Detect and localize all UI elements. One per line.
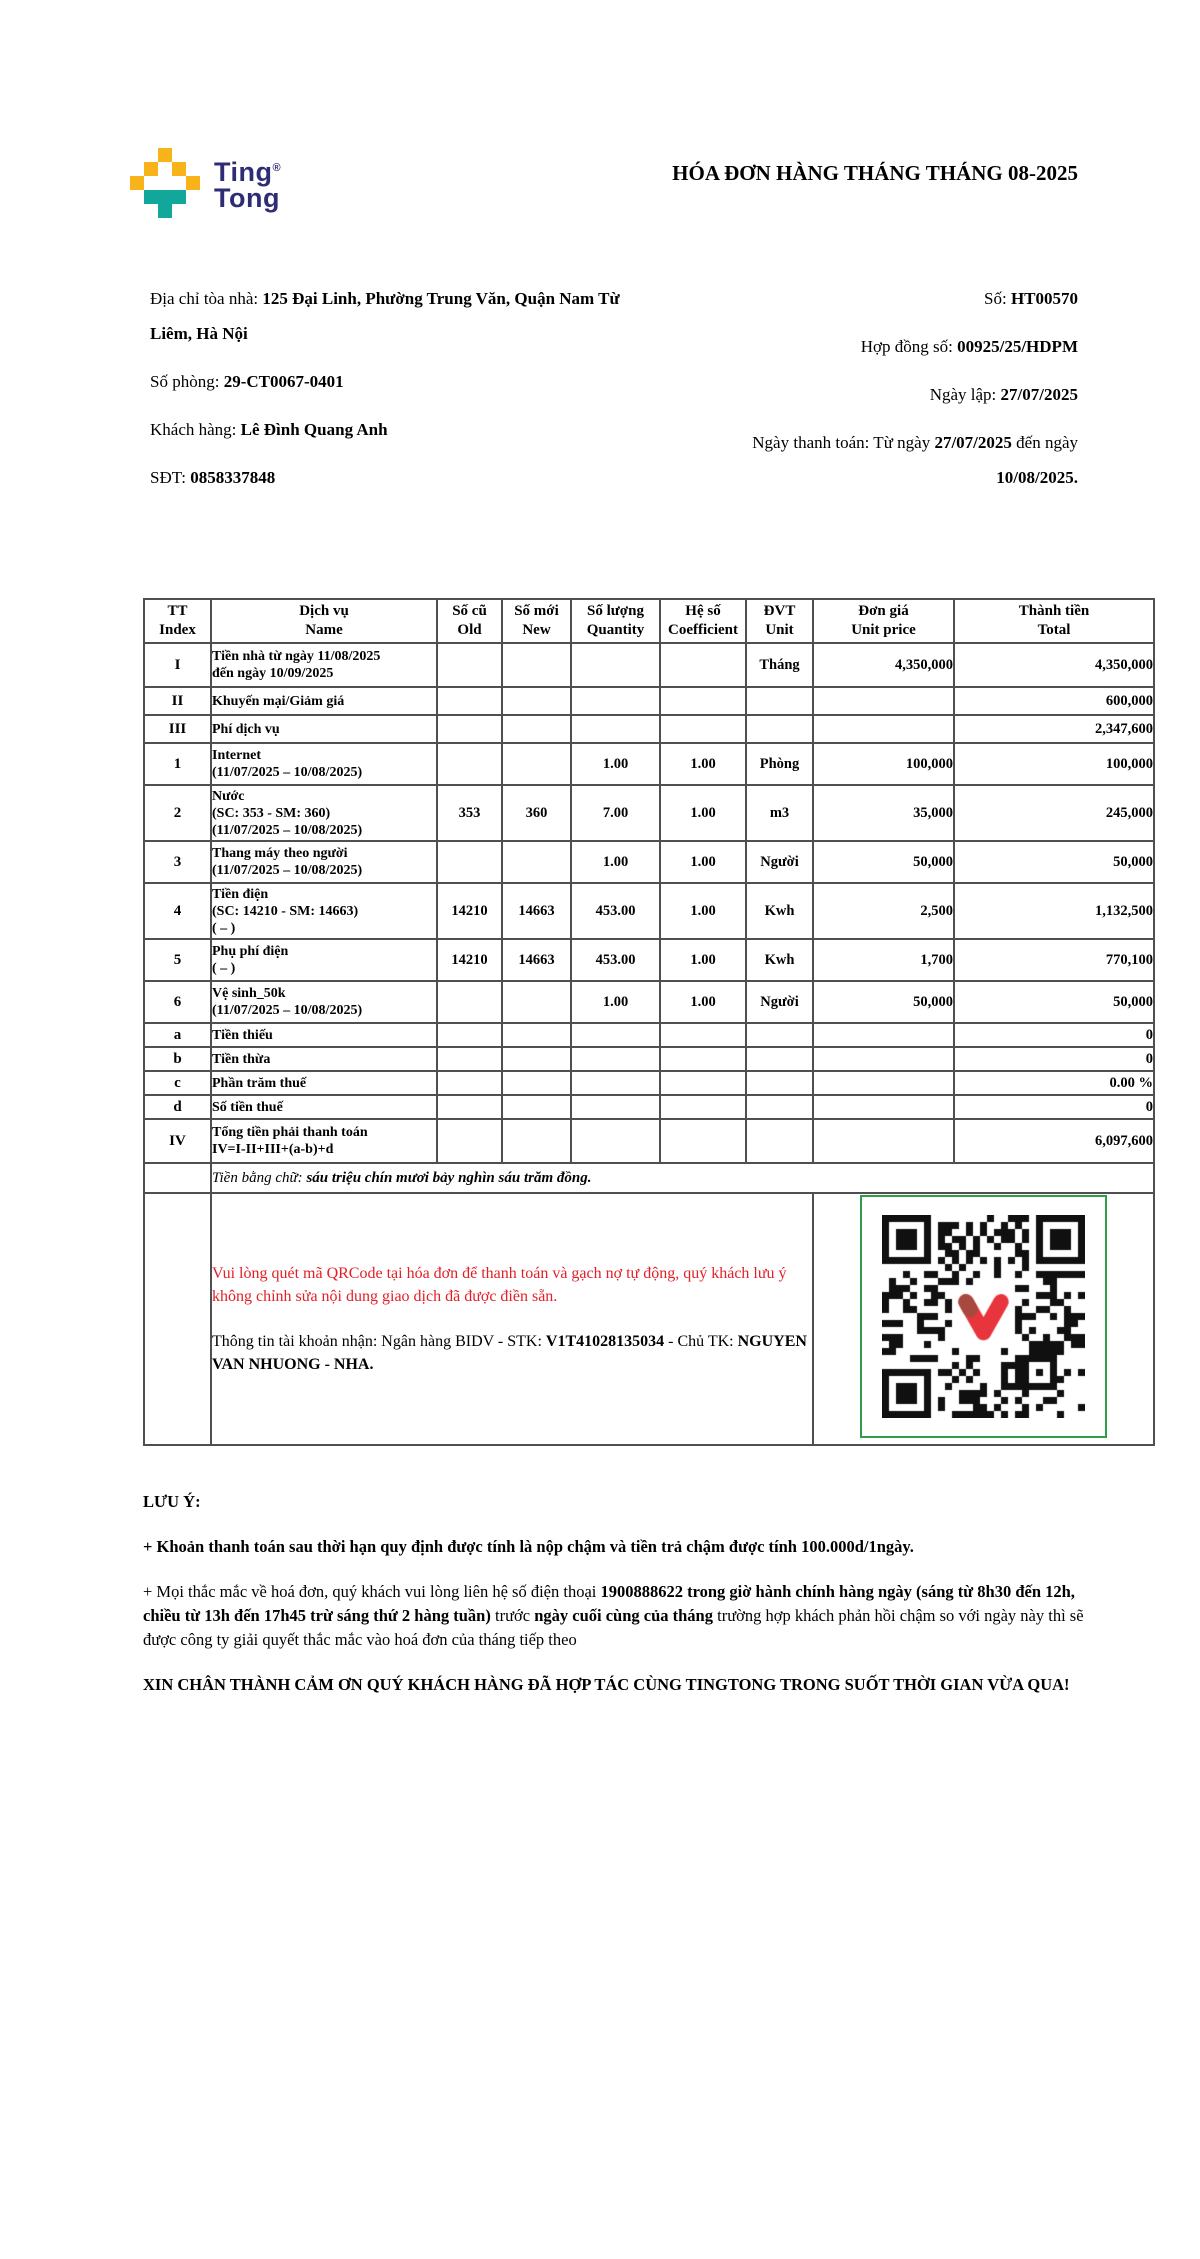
table-cell: I — [144, 643, 211, 687]
table-cell: 1.00 — [571, 841, 660, 883]
table-cell: 245,000 — [954, 785, 1154, 841]
table-cell: 50,000 — [954, 841, 1154, 883]
table-cell: 1,132,500 — [954, 883, 1154, 939]
table-cell — [813, 1119, 954, 1163]
table-cell — [437, 841, 502, 883]
table-row — [144, 643, 1154, 687]
qr-instructions — [211, 1193, 813, 1445]
table-cell: 14210 — [437, 883, 502, 939]
table-cell: 50,000 — [813, 981, 954, 1023]
table-cell: 14210 — [437, 939, 502, 981]
table-cell: Phụ phí điện ( – ) — [211, 939, 437, 981]
table-cell: m3 — [746, 785, 813, 841]
table-cell — [813, 1095, 954, 1119]
table-row — [144, 883, 1154, 939]
table-row — [144, 981, 1154, 1023]
thanks-line: XIN CHÂN THÀNH CẢM ƠN QUÝ KHÁCH HÀNG ĐÃ HỢP TÁC CÙNG TINGTONG TRONG SUỐT THỜI GIAN VỪA QUA! — [143, 1675, 1070, 1694]
table-cell — [660, 643, 746, 687]
table-cell: Internet (11/07/2025 – 10/08/2025) — [211, 743, 437, 785]
table-cell: 1.00 — [571, 743, 660, 785]
table-cell: IV — [144, 1119, 211, 1163]
table-cell: 353 — [437, 785, 502, 841]
table-row — [144, 1119, 1154, 1163]
table-cell: 100,000 — [954, 743, 1154, 785]
table-cell: Tiền thừa — [211, 1047, 437, 1071]
table-row — [144, 1095, 1154, 1119]
table-cell: Số tiền thuế — [211, 1095, 437, 1119]
table-header-cell: TT Index — [144, 599, 211, 643]
table-cell: 1.00 — [660, 939, 746, 981]
table-cell: 50,000 — [954, 981, 1154, 1023]
table-cell — [571, 1095, 660, 1119]
tingtong-logo-icon — [130, 148, 200, 218]
contract-number: Hợp đồng số: 00925/25/HDPM — [860, 337, 1078, 356]
table-cell — [502, 687, 571, 715]
table-header-cell: Số cũ Old — [437, 599, 502, 643]
tingtong-logo-text: Ting® Tong — [214, 157, 282, 213]
table-cell — [746, 1023, 813, 1047]
table-row — [144, 715, 1154, 743]
table-header-cell: Dịch vụ Name — [211, 599, 437, 643]
table-row — [144, 939, 1154, 981]
table-cell — [502, 1071, 571, 1095]
table-row — [144, 785, 1154, 841]
table-cell — [746, 1095, 813, 1119]
table-cell — [746, 1119, 813, 1163]
table-cell: 360 — [502, 785, 571, 841]
table-cell — [437, 715, 502, 743]
table-cell — [437, 1095, 502, 1119]
table-cell: 1.00 — [571, 981, 660, 1023]
table-cell: 2,500 — [813, 883, 954, 939]
qr-cell — [813, 1193, 1154, 1445]
table-cell: 1.00 — [660, 883, 746, 939]
table-row — [144, 1071, 1154, 1095]
table-cell: Nước (SC: 353 - SM: 360) (11/07/2025 – 10/08/2025) — [211, 785, 437, 841]
room-number: Số phòng: 29-CT0067-0401 — [150, 372, 344, 391]
invoice-info-right — [678, 281, 1078, 508]
table-cell — [437, 1119, 502, 1163]
table-cell — [660, 1071, 746, 1095]
table-header-cell: ĐVT Unit — [746, 599, 813, 643]
table-cell: 7.00 — [571, 785, 660, 841]
table-cell: Phần trăm thuế — [211, 1071, 437, 1095]
notes-title: LƯU Ý: — [143, 1492, 201, 1511]
table-cell: Tiền nhà từ ngày 11/08/2025 đến ngày 10/09/2025 — [211, 643, 437, 687]
table-cell — [660, 687, 746, 715]
table-row — [144, 1047, 1154, 1071]
table-cell — [571, 1119, 660, 1163]
table-cell: b — [144, 1047, 211, 1071]
qr-box — [860, 1195, 1107, 1438]
table-cell: 14663 — [502, 883, 571, 939]
amount-in-words-row — [144, 1163, 1154, 1193]
table-cell: 1,700 — [813, 939, 954, 981]
table-cell: 0 — [954, 1023, 1154, 1047]
table-cell — [571, 1071, 660, 1095]
table-cell: 1.00 — [660, 743, 746, 785]
table-cell: 4 — [144, 883, 211, 939]
table-cell: 50,000 — [813, 841, 954, 883]
invoice-table-wrap — [143, 598, 1153, 1446]
invoice-info — [150, 281, 1078, 508]
table-cell: 1.00 — [660, 841, 746, 883]
qr-code — [882, 1215, 1085, 1418]
table-cell — [660, 715, 746, 743]
table-cell — [502, 715, 571, 743]
table-cell: 0 — [954, 1095, 1154, 1119]
table-cell — [437, 1047, 502, 1071]
table-cell — [571, 687, 660, 715]
table-header-cell: Hệ số Coefficient — [660, 599, 746, 643]
invoice-table-header — [144, 599, 1154, 643]
table-cell: 6,097,600 — [954, 1119, 1154, 1163]
table-cell: Người — [746, 841, 813, 883]
note-hotline: + Mọi thắc mắc về hoá đơn, quý khách vui lòng liên hệ số điện thoại 1900888622 trong giờ hành chính hàng ngày (sáng từ 8h30 đến 12h, chiều từ 13h đến 17h45 trừ sáng thứ 2 hàng tuần) trước ngày cuối cùng của tháng trường hợp khách phản hồi chậm so với ngày này thì sẽ được công ty giải quyết thắc mắc vào hoá đơn của tháng tiếp theo — [143, 1582, 1084, 1649]
table-cell — [437, 1071, 502, 1095]
table-cell: 6 — [144, 981, 211, 1023]
table-cell: c — [144, 1071, 211, 1095]
table-cell: 4,350,000 — [813, 643, 954, 687]
table-cell — [571, 1047, 660, 1071]
table-cell — [502, 1023, 571, 1047]
table-cell: 453.00 — [571, 883, 660, 939]
table-header-cell: Đơn giá Unit price — [813, 599, 954, 643]
footer-notes — [143, 1490, 1093, 1718]
table-cell: 3 — [144, 841, 211, 883]
table-cell: d — [144, 1095, 211, 1119]
table-cell — [144, 1163, 211, 1193]
qr-row — [144, 1193, 1154, 1445]
table-cell — [571, 715, 660, 743]
customer-name: Khách hàng: Lê Đình Quang Anh — [150, 420, 388, 439]
table-cell: Người — [746, 981, 813, 1023]
table-cell: 2,347,600 — [954, 715, 1154, 743]
invoice-table-body — [144, 643, 1154, 1445]
table-cell — [437, 743, 502, 785]
table-header-cell: Số mới New — [502, 599, 571, 643]
table-header-cell: Số lượng Quantity — [571, 599, 660, 643]
table-cell — [746, 1047, 813, 1071]
table-cell: 35,000 — [813, 785, 954, 841]
table-cell — [437, 643, 502, 687]
table-cell — [813, 1071, 954, 1095]
table-cell: 1 — [144, 743, 211, 785]
table-header-row — [144, 599, 1154, 643]
table-cell — [813, 715, 954, 743]
table-cell — [660, 1095, 746, 1119]
table-cell — [660, 1047, 746, 1071]
invoice-info-left — [150, 281, 655, 508]
table-cell — [502, 981, 571, 1023]
table-cell: Tiền điện (SC: 14210 - SM: 14663) ( – ) — [211, 883, 437, 939]
table-cell: 600,000 — [954, 687, 1154, 715]
payment-period: Ngày thanh toán: Từ ngày 27/07/2025 đến ngày 10/08/2025. — [752, 433, 1078, 487]
table-cell: Kwh — [746, 939, 813, 981]
amount-in-words: Tiền bằng chữ: sáu triệu chín mươi bảy nghìn sáu trăm đồng. — [211, 1163, 1154, 1193]
table-cell — [502, 841, 571, 883]
table-cell — [437, 1023, 502, 1047]
table-cell: II — [144, 687, 211, 715]
table-cell — [813, 1023, 954, 1047]
table-header-cell: Thành tiền Total — [954, 599, 1154, 643]
table-cell — [502, 1095, 571, 1119]
table-cell: Vệ sinh_50k (11/07/2025 – 10/08/2025) — [211, 981, 437, 1023]
account-info: Thông tin tài khoản nhận: Ngân hàng BIDV - STK: V1T41028135034 - Chủ TK: NGUYEN VAN NHUONG - NHA. — [212, 1333, 807, 1373]
table-cell: a — [144, 1023, 211, 1047]
table-cell: Tổng tiền phải thanh toán IV=I-II+III+(a-b)+d — [211, 1119, 437, 1163]
table-cell: 1.00 — [660, 785, 746, 841]
table-cell — [813, 687, 954, 715]
table-cell — [746, 1071, 813, 1095]
building-address: Địa chỉ tòa nhà: 125 Đại Linh, Phường Trung Văn, Quận Nam Từ Liêm, Hà Nội — [150, 289, 620, 343]
table-cell: 2 — [144, 785, 211, 841]
table-cell: Kwh — [746, 883, 813, 939]
customer-phone: SĐT: 0858337848 — [150, 468, 276, 487]
tingtong-logo — [130, 148, 281, 218]
table-row — [144, 1023, 1154, 1047]
note-late-payment: + Khoản thanh toán sau thời hạn quy định được tính là nộp chậm và tiền trả chậm được tính 100.000d/1ngày. — [143, 1537, 914, 1556]
table-cell: Phòng — [746, 743, 813, 785]
table-cell: Khuyến mại/Giảm giá — [211, 687, 437, 715]
table-cell: Tiền thiếu — [211, 1023, 437, 1047]
table-cell — [660, 1023, 746, 1047]
table-cell — [746, 687, 813, 715]
invoice-number: Số: HT00570 — [984, 289, 1078, 308]
table-cell: 1.00 — [660, 981, 746, 1023]
table-cell — [571, 1023, 660, 1047]
table-cell: 770,100 — [954, 939, 1154, 981]
table-cell — [746, 715, 813, 743]
table-cell — [144, 1193, 211, 1445]
table-cell — [502, 1119, 571, 1163]
qr-red-note: Vui lòng quét mã QRCode tại hóa đơn để thanh toán và gạch nợ tự động, quý khách lưu ý không chỉnh sửa nội dung giao dịch đã được điền sẵn. — [212, 1265, 787, 1305]
table-cell — [502, 1047, 571, 1071]
table-cell: 453.00 — [571, 939, 660, 981]
table-cell: Phí dịch vụ — [211, 715, 437, 743]
invoice-table — [143, 598, 1155, 1446]
table-row — [144, 841, 1154, 883]
table-cell: 0.00 % — [954, 1071, 1154, 1095]
table-cell: 5 — [144, 939, 211, 981]
table-cell — [502, 643, 571, 687]
table-cell: III — [144, 715, 211, 743]
issue-date: Ngày lập: 27/07/2025 — [929, 385, 1078, 404]
table-cell: 100,000 — [813, 743, 954, 785]
table-cell: Thang máy theo người (11/07/2025 – 10/08/2025) — [211, 841, 437, 883]
table-row — [144, 743, 1154, 785]
table-cell — [502, 743, 571, 785]
table-cell — [571, 643, 660, 687]
table-cell — [437, 687, 502, 715]
table-row — [144, 687, 1154, 715]
table-cell — [437, 981, 502, 1023]
table-cell: 4,350,000 — [954, 643, 1154, 687]
invoice-title: HÓA ĐƠN HÀNG THÁNG THÁNG 08-2025 — [672, 161, 1078, 185]
table-cell — [813, 1047, 954, 1071]
table-cell: 0 — [954, 1047, 1154, 1071]
table-cell — [660, 1119, 746, 1163]
table-cell: Tháng — [746, 643, 813, 687]
table-cell: 14663 — [502, 939, 571, 981]
